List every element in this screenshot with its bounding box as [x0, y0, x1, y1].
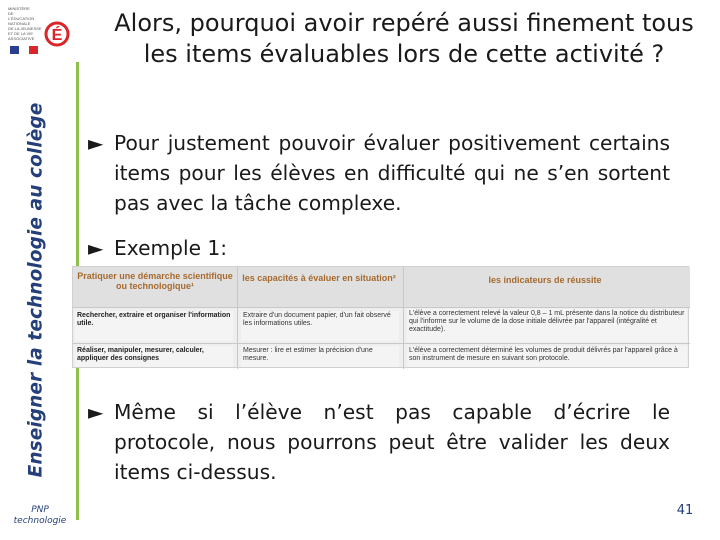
bullet-3-text: Même si l’élève n’est pas capable d’écrire le protocole, nous pourrons peut être valider les deux items ci-dessus.	[114, 400, 670, 484]
bullet-2	[88, 233, 670, 263]
flag-stripe	[19, 46, 28, 54]
table-row-1-col-2: Extraire d'un document papier, d'un fait observé les informations utiles.	[241, 311, 399, 341]
evaluation-table	[72, 266, 689, 368]
table-row-2-col-1: Réaliser, manipuler, mesurer, calculer, appliquer des consignes	[75, 346, 233, 367]
slide-title: Alors, pourquoi avoir repéré aussi finement tous les items évaluables lors de cette activité ?	[114, 9, 694, 68]
table-row-1-col-3: L'élève a correctement relevé la valeur 0,8 – 1 mL présente dans la notice du distributeur qui l'informe sur le volume de la dose initiale délivrée par l'appareil (intégralité et exactitude).	[407, 309, 687, 342]
table-row-2-col-3: L'élève a correctement déterminé les volumes de produit délivrés par l'appareil grâce à son instrument de mesure en suivant son protocole.	[407, 346, 687, 367]
page-number: 41	[676, 503, 694, 518]
table-divider	[237, 267, 238, 369]
table-divider	[73, 343, 690, 344]
vertical-title: Enseigner la technologie au collège	[25, 102, 47, 478]
vertical-title-wrap	[10, 70, 62, 510]
table-header-1: Pratiquer une démarche scientifique ou technologique¹	[77, 271, 233, 291]
logo-letter: É	[51, 27, 63, 44]
french-flag-icon	[10, 46, 38, 54]
bullet-arrow-icon: ►	[88, 131, 104, 155]
table-row-1-col-1: Rechercher, extraire et organiser l'information utile.	[75, 311, 233, 341]
pnp-line2: technologie	[13, 516, 67, 526]
bullet-arrow-icon: ►	[88, 236, 104, 260]
sidebar	[0, 0, 80, 540]
ministry-logo-text: MINISTÈRE DE L'ÉDUCATION NATIONALE DE LA JEUNESSE ET DE LA VIE ASSOCIATIVE	[8, 6, 42, 41]
bullet-3	[88, 397, 670, 487]
pnp-line1: PNP	[31, 505, 49, 515]
pnp-label	[0, 505, 80, 527]
ministry-logo	[8, 6, 72, 58]
bullet-2-text: Exemple 1:	[114, 236, 228, 260]
table-header-2: les capacités à évaluer en situation²	[242, 273, 396, 283]
table-header-3: les indicateurs de réussite	[488, 275, 602, 285]
education-e-logo-icon	[44, 10, 70, 50]
bullet-1	[88, 128, 670, 218]
table-divider	[73, 307, 690, 308]
flag-stripe	[29, 46, 38, 54]
table-row-2-col-2: Mesurer : lire et estimer la précision d'une mesure.	[241, 346, 399, 367]
table-divider	[403, 267, 404, 369]
flag-stripe	[10, 46, 19, 54]
bullet-arrow-icon: ►	[88, 400, 104, 424]
bullet-1-text: Pour justement pouvoir évaluer positivement certains items pour les élèves en difficulté qui ne s’en sortent pas avec la tâche complexe.	[114, 131, 670, 215]
